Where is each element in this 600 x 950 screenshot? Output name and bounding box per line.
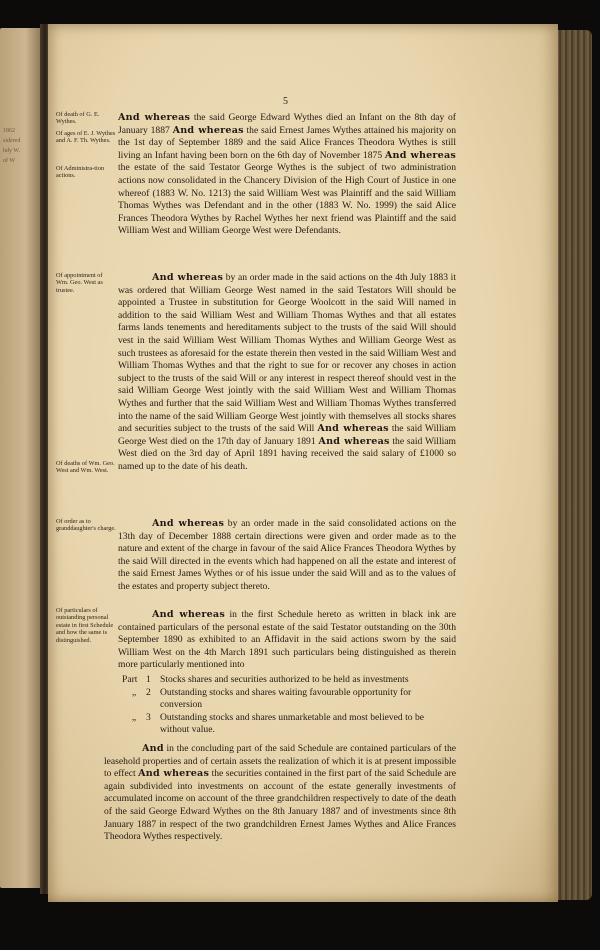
- margin-note-particulars: Of particulars of outstanding personal estate in first Schedule and how the same is distinguished.: [56, 607, 114, 644]
- paragraph-schedule: [118, 609, 456, 672]
- part-label: Part: [122, 674, 138, 685]
- paragraph-text: the securities contained in the first part of the said Schedule are again subdivided into investments on account of the estate generally investments of accumulated income on account of the three grandchildren respectively to date of the death of the said George Edward Wythes on the 8th January 1887 and of investments since 8th January 1887 in respect of the two grandchildren Ernest James Wythes and Alice Frances Theodora Wythes respectively.: [104, 768, 456, 843]
- part-label: „: [131, 711, 137, 723]
- paragraph-lead: And whereas: [152, 609, 225, 620]
- list-item: [122, 687, 452, 712]
- margin-note-order-charge: Of order as to granddaughter's charge.: [56, 518, 116, 533]
- part-number: 1: [146, 674, 151, 685]
- paragraph-text: the said George Edward Wythes died an Infant on the 8th day of January 1887: [118, 112, 457, 136]
- paragraph-lead: And whereas: [118, 112, 191, 123]
- margin-note-death-ge-wythes: Of death of G. E. Wythes.: [56, 111, 100, 126]
- paragraph-concluding: [104, 743, 456, 844]
- paragraph-lead: And: [142, 743, 164, 754]
- paragraph-lead: And whereas: [152, 272, 224, 283]
- list-item: [122, 674, 452, 687]
- left-page-scrap: sidered: [3, 138, 21, 144]
- paragraph-lead: And whereas: [317, 423, 389, 435]
- part-description: Outstanding stocks and shares unmarketable and most believed to be without value.: [160, 711, 425, 736]
- left-page-scrap: of W: [3, 158, 16, 164]
- paragraph-lead: And whereas: [318, 435, 390, 447]
- paragraph-text: in the first Schedule hereto as written in black ink are contained particulars of the personal estate of the said Testator outstanding on the 30th September 1890 as exhibited to an Affidavit in the said actions sworn by the said William West on the 4th March 1891 such particulars being distinguished as therein more particularly mentioned into: [118, 609, 456, 671]
- paragraph-appointment: [118, 272, 456, 474]
- paragraph-text: by an order made in the said consolidated actions on the 13th day of December 1888 certain directions were given and order made as to the nature and extent of the charge in favour of the said Alice Frances Theodora Wythes by the said Will directed in the events which had happened on all the estate and interest of the said Ernest James Wythes or of his issue under the said Will and as to the values of the estates and property subject thereto.: [118, 518, 457, 592]
- part-number: 3: [146, 711, 151, 723]
- margin-note-ages: Of ages of E. J. Wythes and A. F. Th. Wythes.: [56, 130, 116, 145]
- schedule-parts-list: [122, 674, 452, 737]
- paragraph-lead: And whereas: [384, 149, 456, 161]
- margin-note-appointment-trustee: Of appointment of Wm. Geo. West as trustee.: [56, 272, 103, 294]
- list-item: [122, 712, 452, 737]
- paragraph-text: the estate of the said Testator George Wythes is the subject of two administration actions now consolidated in the Chancery Division of the High Court of Justice in one whereof (1883 W. No. 1213) the said William West was Plaintiff and the said William Thomas Wythes was Defendant and in the other (1883 W. No. 1999) the said Alice Frances Theodora Wythes by Rachel Wythes her next friend was Plaintiff and the said William West and William George West were Defendants.: [118, 162, 456, 237]
- left-page-scrap: 1862: [3, 128, 15, 134]
- paragraph-lead: And whereas: [152, 518, 225, 529]
- paragraph-lead: And whereas: [138, 768, 210, 780]
- paragraph-text: in the concluding part of the said Schedule are contained particulars of the leasehold properties and of certain assets the realization of which it is at present impossible to effect: [104, 743, 457, 780]
- left-page-scrap: hdy W.: [3, 148, 21, 154]
- page-number: 5: [283, 96, 288, 107]
- paragraph-text: the said William West died on the 3rd day of April 1891 having received the said salary of £1000 so named up to the date of his death.: [118, 435, 457, 472]
- part-label: „: [131, 686, 137, 698]
- part-number: 2: [146, 686, 151, 698]
- paragraph-text: the said William George West died on the 17th day of January 1891: [118, 423, 456, 447]
- paragraph-order-charge: [118, 518, 456, 594]
- margin-note-deaths-wests: Of deaths of Wm. Geo. West and Wm. West.: [56, 460, 115, 475]
- paragraph-text: by an order made in the said actions on the 4th July 1883 it was ordered that William George West named in the said Testators Will should be appointed a Trustee in substitution for George Woolcott in the said Will named in addition to the said William West and William Thomas Wythes and that all estates farms lands tenements and hereditaments subject to the trusts of the said Will should vest in the said William West William Thomas Wythes and William George West as such trustees as aforesaid for the estate therein then vested in the said William West and William Thomas Wythes and that the right to sue for or recover any choses in action subject to the trusts of the said Will or any interest in respect thereof should vest in the said William George West jointly with the said William West and William Thomas Wythes and further that the said William West and William Thomas Wythes transferred into the name of the said William George West jointly with themselves all stocks shares and securities subject to the trusts of the said Will: [118, 272, 456, 435]
- paragraph-1: [118, 112, 456, 238]
- left-page-edge: [0, 28, 42, 888]
- paragraph-lead: And whereas: [172, 124, 244, 136]
- part-description: Stocks shares and securities authorized to be held as investments: [160, 674, 409, 685]
- book-fore-edge: [556, 30, 592, 900]
- margin-note-administration: Of Administra-tion actions.: [56, 165, 105, 180]
- part-description: Outstanding stocks and shares waiting favourable opportunity for conversion: [160, 686, 412, 711]
- paragraph-text: the said Ernest James Wythes attained his majority on the 1st day of September 1889 and the said Alice Frances Theodora Wythes is still living an Infant having been born on the 6th day of November 1875: [118, 124, 457, 161]
